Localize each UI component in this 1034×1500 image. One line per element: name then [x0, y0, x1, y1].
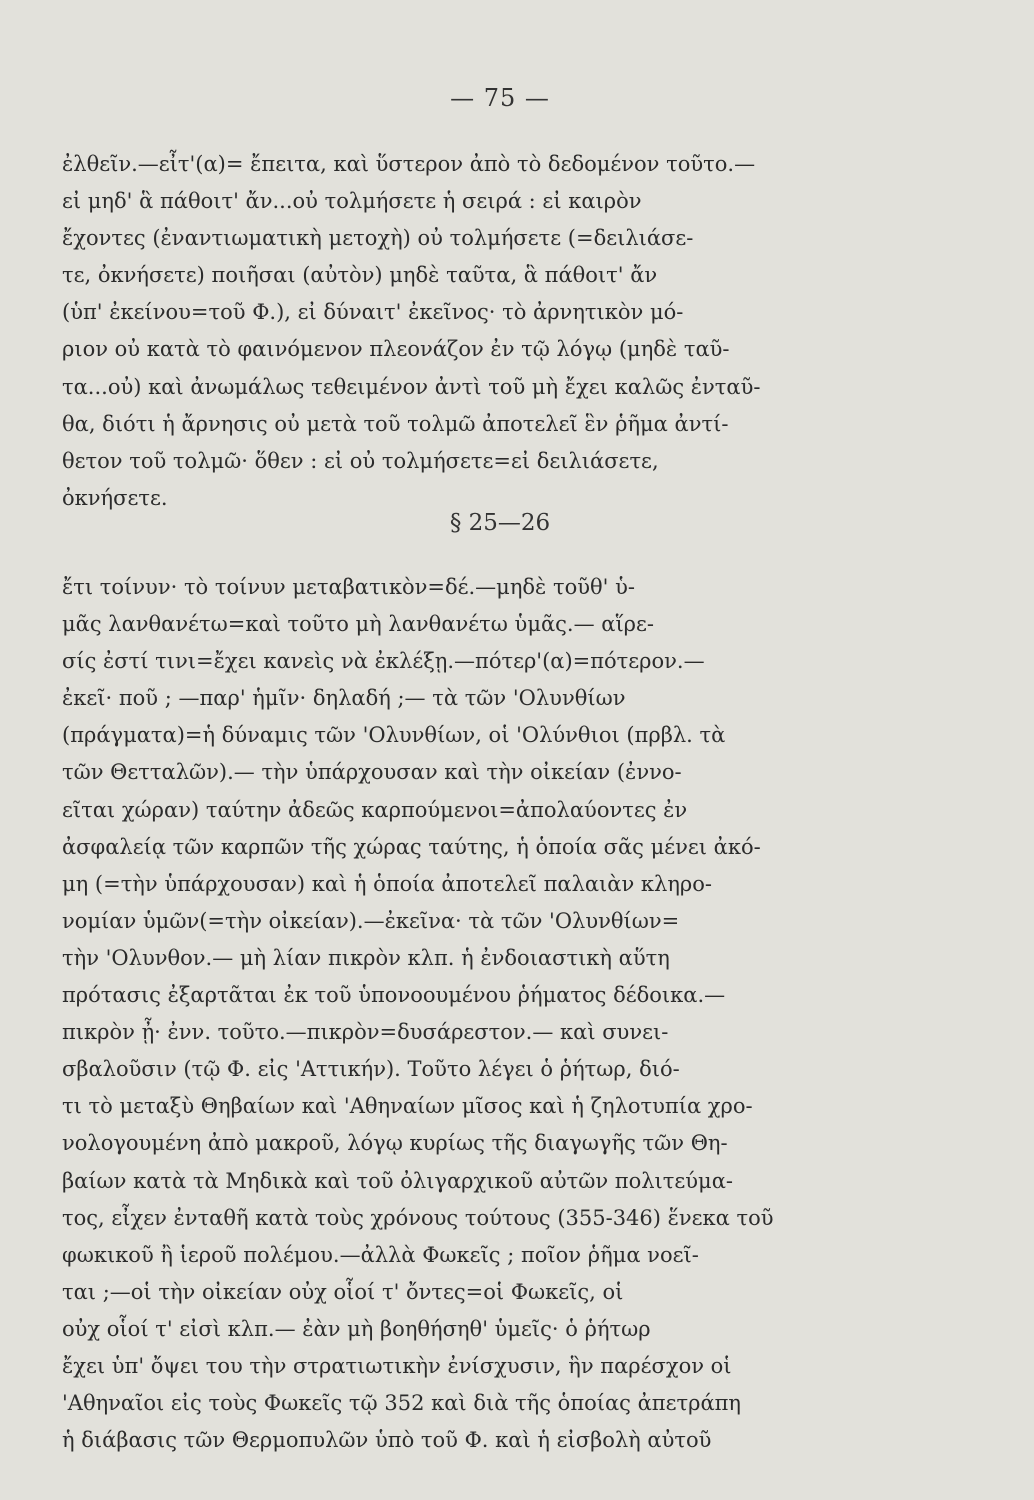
text-line: ἐλθεῖν.—εἶτ'(α)= ἔπειτα, καὶ ὕστερον ἀπὸ τὸ δεδομένον τοῦτο.— [62, 152, 756, 176]
text-line: ται ;—οἱ τὴν οἰκείαν οὐχ οἷοί τ' ὄντες=οἱ Φωκεῖς, οἱ [62, 1279, 624, 1304]
text-line: τῶν Θετταλῶν).— τὴν ὑπάρχουσαν καὶ τὴν οἰκείαν (ἐννο- [62, 760, 682, 785]
text-line: τι τὸ μεταξὺ Θηβαίων καὶ 'Αθηναίων μῖσος καὶ ἡ ζηλοτυπία χρο- [62, 1094, 753, 1119]
text-line: πρότασις ἐξαρτᾶται ἐκ τοῦ ὑπονοουμένου ῥήματος δέδοικα.— [62, 983, 726, 1008]
text-line: σβαλοῦσιν (τῷ Φ. εἰς 'Αττικήν). Τοῦτο λέγει ὁ ῥήτωρ, διό- [62, 1057, 680, 1082]
text-line: ὀκνήσετε. [62, 485, 168, 510]
text-line: σίς ἐστί τινι=ἔχει κανεὶς νὰ ἐκλέξῃ.—πότερ'(α)=πότερον.— [62, 649, 705, 674]
text-line: βαίων κατὰ τὰ Μηδικὰ καὶ τοῦ ὀλιγαρχικοῦ αὐτῶν πολιτεύμα- [62, 1168, 733, 1193]
text-line: ἔχοντες (ἐναντιωματικὴ μετοχὴ) οὐ τολμήσετε (=δειλιάσε- [62, 226, 694, 251]
commentary-paragraph-1 [62, 146, 908, 517]
text-line: θα, διότι ἡ ἄρνησις οὐ μετὰ τοῦ τολμῶ ἀποτελεῖ ἓν ῥῆμα ἀντί- [62, 411, 729, 436]
text-line: εἰ μηδ' ἃ πάθοιτ' ἄν...οὐ τολμήσετε ἡ σειρά : εἰ καιρὸν [62, 189, 642, 214]
text-line: 'Αθηναῖοι εἰς τοὺς Φωκεῖς τῷ 352 καὶ διὰ τῆς ὁποίας ἀπετράπη [62, 1391, 742, 1416]
text-line: ἀσφαλείᾳ τῶν καρπῶν τῆς χώρας ταύτης, ἡ ὁποία σᾶς μένει ἀκό- [62, 834, 761, 859]
text-line: τὴν 'Ολυνθον.— μὴ λίαν πικρὸν κλπ. ἡ ἐνδοιαστικὴ αὕτη [62, 945, 670, 970]
text-line: ἔτι τοίνυν· τὸ τοίνυν μεταβατικὸν=δέ.—μηδὲ τοῦθ' ὑ- [62, 575, 635, 599]
text-line: (πράγματα)=ἡ δύναμις τῶν 'Ολυνθίων, οἱ 'Ολύνθιοι (πρβλ. τὰ [62, 723, 726, 748]
text-line: ἐκεῖ· ποῦ ; —παρ' ἡμῖν· δηλαδή ;— τὰ τῶν 'Ολυνθίων [62, 686, 626, 711]
text-line: ἡ διάβασις τῶν Θερμοπυλῶν ὑπὸ τοῦ Φ. καὶ ἡ εἰσβολὴ αὐτοῦ [62, 1428, 712, 1453]
text-line: μᾶς λανθανέτω=καὶ τοῦτο μὴ λανθανέτω ὑμᾶς.— αἵρε- [62, 612, 654, 637]
text-line: εῖται χώραν) ταύτην ἀδεῶς καρπούμενοι=ἀπολαύοντες ἐν [62, 797, 688, 822]
text-line: ἔχει ὑπ' ὄψει του τὴν στρατιωτικὴν ἐνίσχυσιν, ἣν παρέσχον οἱ [62, 1353, 732, 1378]
text-line: φωκικοῦ ἢ ἱεροῦ πολέμου.—ἀλλὰ Φωκεῖς ; ποῖον ῥῆμα νοεῖ- [62, 1242, 699, 1267]
text-line: τος, εἶχεν ἐνταθῆ κατὰ τοὺς χρόνους τούτους (355-346) ἕνεκα τοῦ [62, 1205, 774, 1230]
text-line: ριον οὐ κατὰ τὸ φαινόμενον πλεονάζον ἐν τῷ λόγῳ (μηδὲ ταῦ- [62, 337, 730, 362]
section-heading: § 25—26 [449, 510, 551, 536]
page-number: — 75 — [450, 84, 550, 112]
text-line: νολογουμένη ἀπὸ μακροῦ, λόγῳ κυρίως τῆς διαγωγῆς τῶν Θη- [62, 1131, 728, 1156]
commentary-paragraph-2 [62, 569, 908, 1459]
text-line: μη (=τὴν ὑπάρχουσαν) καὶ ἡ ὁποία ἀποτελεῖ παλαιὰν κληρο- [62, 871, 713, 896]
text-line: οὐχ οἷοί τ' εἰσὶ κλπ.— ἐὰν μὴ βοηθήσηθ' ὑμεῖς· ὁ ῥήτωρ [62, 1316, 651, 1341]
text-line: τε, ὀκνήσετε) ποιῆσαι (αὐτὸν) μηδὲ ταῦτα, ἃ πάθοιτ' ἄν [62, 263, 658, 288]
text-line: τα...οὐ) καὶ ἀνωμάλως τεθειμένον ἀντὶ τοῦ μὴ ἔχει καλῶς ἐνταῦ- [62, 374, 761, 399]
text-line: θετον τοῦ τολμῶ· ὅθεν : εἰ οὐ τολμήσετε=εἰ δειλιάσετε, [62, 448, 659, 473]
text-line: νομίαν ὑμῶν(=τὴν οἰκείαν).—ἐκεῖνα· τὰ τῶν 'Ολυνθίων= [62, 908, 680, 933]
text-line: (ὑπ' ἐκείνου=τοῦ Φ.), εἰ δύναιτ' ἐκεῖνος· τὸ ἀρνητικὸν μό- [62, 300, 684, 325]
text-line: πικρὸν ᾖ· ἐνν. τοῦτο.—πικρὸν=δυσάρεστον.— καὶ συνει- [62, 1020, 669, 1045]
